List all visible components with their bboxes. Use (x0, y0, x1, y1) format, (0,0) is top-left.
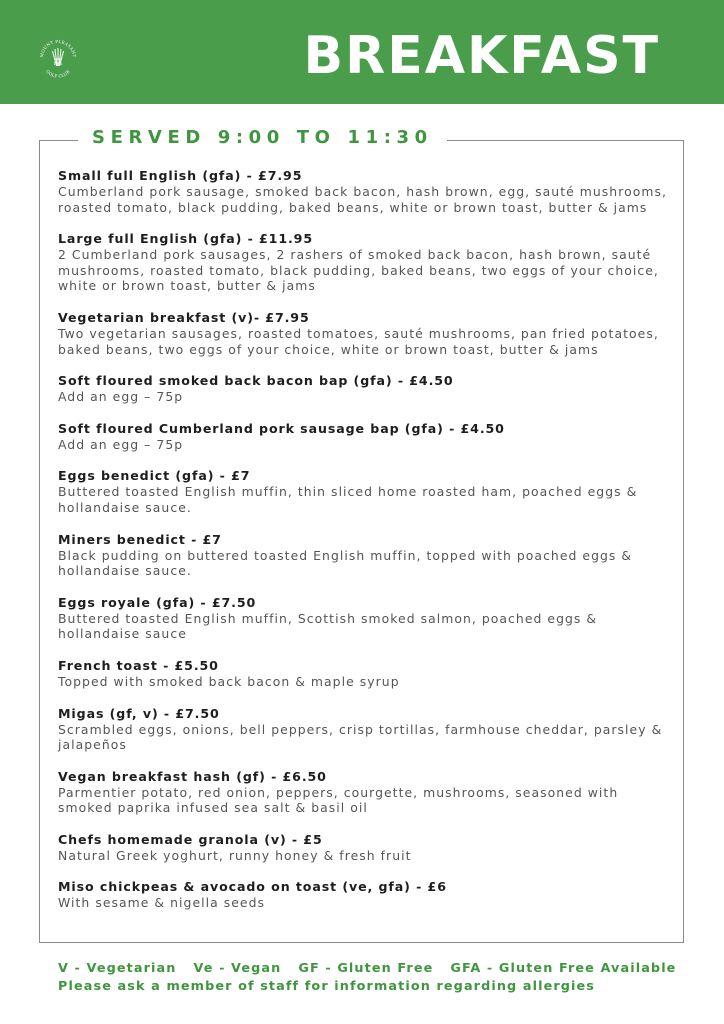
menu-item (58, 879, 668, 911)
menu-item (58, 231, 668, 294)
menu-item (58, 468, 668, 515)
header-banner (0, 0, 724, 104)
golf-club-logo (38, 32, 78, 92)
menu-item (58, 595, 668, 642)
menu-item-title: Vegan breakfast hash (gf) - £6.50 (58, 768, 327, 784)
menu-item-description: Black pudding on buttered toasted English muffin, topped with poached eggs & hollandaise sauce. (58, 547, 633, 579)
menu-item (58, 706, 668, 753)
dietary-footer (58, 960, 676, 996)
menu-item-description: Two vegetarian sausages, roasted tomatoes, sauté mushrooms, pan fried potatoes, baked beans, two eggs of your choice, white or brown toast, butter & jams (58, 325, 659, 357)
menu-item (58, 421, 668, 453)
served-times-heading: SERVED 9:00 TO 11:30 (78, 127, 447, 149)
menu-item-title: Eggs benedict (gfa) - £7 (58, 468, 251, 484)
menu-item-title: Eggs royale (gfa) - £7.50 (58, 594, 257, 610)
dietary-legend (58, 960, 676, 978)
menu-item-title: Large full English (gfa) - £11.95 (58, 231, 313, 247)
menu-item-title: Small full English (gfa) - £7.95 (58, 168, 303, 183)
menu-item-title: Miso chickpeas & avocado on toast (ve, gfa) - £6 (58, 879, 447, 895)
menu-item-title: Soft floured smoked back bacon bap (gfa) - £4.50 (58, 373, 454, 389)
logo-year: 1992 (53, 62, 63, 66)
page-title: BREAKFAST (303, 26, 660, 86)
menu-item (58, 532, 668, 579)
legend-vegan: Ve - Vegan (193, 961, 282, 976)
logo-bottom-text: GOLF CLUB (45, 68, 71, 79)
menu-item-description: 2 Cumberland pork sausages, 2 rashers of smoked back bacon, hash brown, sauté mushrooms, roasted tomato, black pudding, baked beans, two eggs of your choice, white or brown toast, butter & jams (58, 247, 659, 294)
menu-item-title: Migas (gf, v) - £7.50 (58, 705, 220, 721)
svg-text:GOLF CLUB (45, 69, 71, 79)
legend-gluten-free-available: GFA - Gluten Free Available (450, 961, 677, 976)
menu-item-description: Topped with smoked back bacon & maple syrup (58, 673, 400, 689)
menu-item-description: Scrambled eggs, onions, bell peppers, crisp tortillas, farmhouse cheddar, parsley & jalapeños (58, 721, 663, 753)
menu-item-description: Add an egg – 75p (58, 436, 184, 452)
menu-item-description: Cumberland pork sausage, smoked back bacon, hash brown, egg, sauté mushrooms, roasted tomato, black pudding, baked beans, white or brown toast, butter & jams (58, 184, 667, 215)
menu-item (58, 373, 668, 405)
legend-vegetarian: V - Vegetarian (58, 961, 177, 976)
legend-gluten-free: GF - Gluten Free (298, 961, 434, 976)
menu-item (58, 168, 668, 215)
menu-item-description: Add an egg – 75p (58, 389, 184, 405)
menu-item (58, 658, 668, 690)
menu-item-title: French toast - £5.50 (58, 657, 219, 673)
menu-item-description: Parmentier potato, red onion, peppers, courgette, mushrooms, seasoned with smoked paprika infused sea salt & basil oil (58, 784, 619, 816)
menu-item-description: Natural Greek yoghurt, runny honey & fresh fruit (58, 847, 412, 863)
menu-item-description: With sesame & nigella seeds (58, 895, 266, 911)
menu-item-description: Buttered toasted English muffin, Scottish smoked salmon, poached eggs & hollandaise sauce (58, 610, 598, 642)
logo-top-text: MOUNT PLEASANT (38, 38, 78, 58)
menu-item-title: Chefs homemade granola (v) - £5 (58, 831, 323, 847)
menu-item (58, 832, 668, 864)
menu-item (58, 769, 668, 816)
menu-item-description: Buttered toasted English muffin, thin sliced home roasted ham, poached eggs & hollandaise sauce. (58, 484, 638, 515)
menu-item (58, 310, 668, 357)
menu-item-title: Miners benedict - £7 (58, 531, 222, 547)
menu-item-title: Vegetarian breakfast (v)- £7.95 (58, 309, 310, 325)
menu-list (58, 168, 668, 911)
allergy-note: Please ask a member of staff for information regarding allergies (58, 979, 595, 994)
wheat-sheaf-icon (38, 32, 78, 92)
menu-item-title: Soft floured Cumberland pork sausage bap (gfa) - £4.50 (58, 420, 505, 436)
